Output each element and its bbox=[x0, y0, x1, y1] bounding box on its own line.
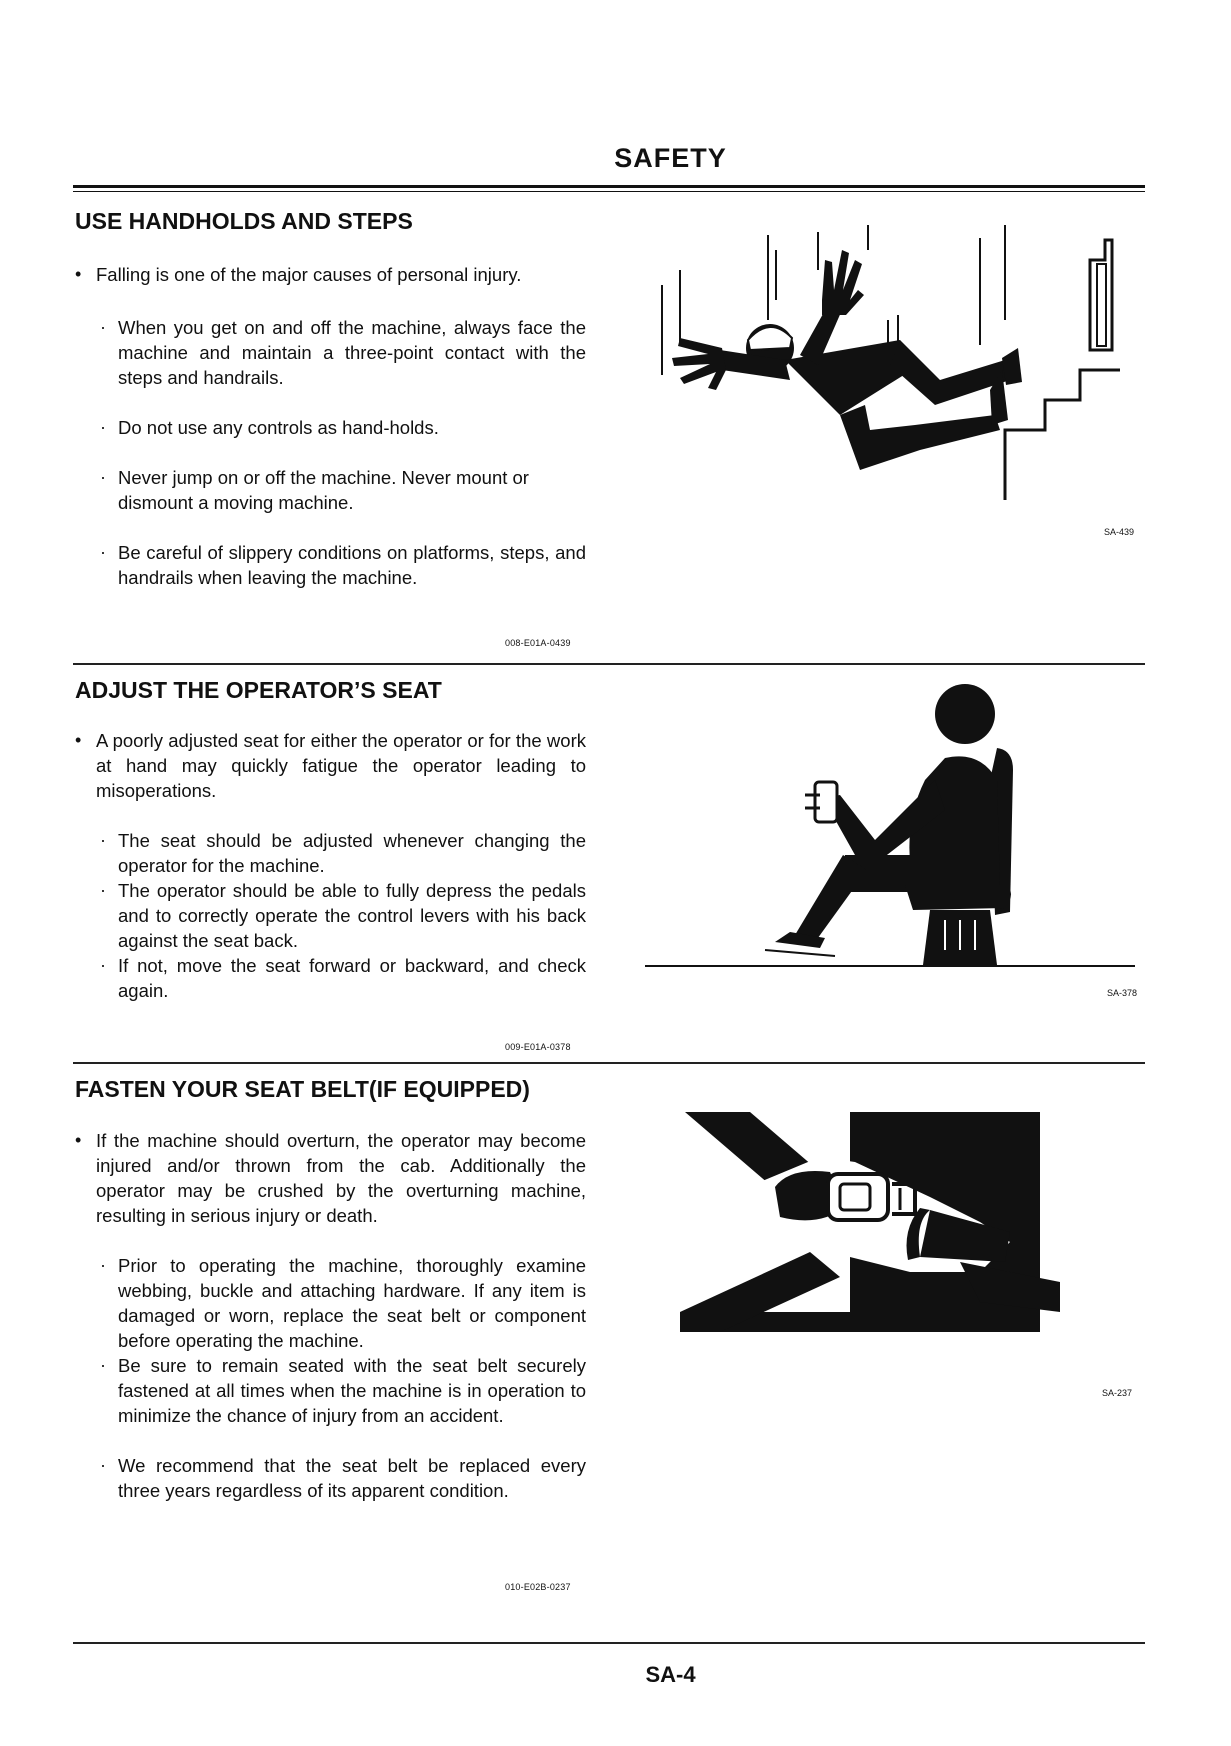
seated-operator-icon bbox=[645, 680, 1135, 970]
header-rule-thin bbox=[73, 191, 1145, 192]
sub-item-text: The seat should be adjusted whenever changing the operator for the machine. bbox=[118, 830, 586, 876]
figure-code: SA-237 bbox=[1102, 1388, 1133, 1398]
sub-item-text: The operator should be able to fully depress the pedals and to correctly operate the control levers with his back against the seat back. bbox=[118, 880, 586, 951]
sub-bullet-dot: · bbox=[100, 880, 106, 900]
section-code: 010-E02B-0237 bbox=[505, 1582, 571, 1592]
sub-item-text: Prior to operating the machine, thoroughly examine webbing, buckle and attaching hardware. If any item is damaged or worn, replace the seat belt or component before operating the machine. bbox=[118, 1255, 586, 1351]
section-heading-seat-belt: FASTEN YOUR SEAT BELT(IF EQUIPPED) bbox=[75, 1076, 530, 1102]
figure-code: SA-378 bbox=[1107, 988, 1138, 998]
sub-bullet-dot: · bbox=[100, 1355, 106, 1375]
page-number: SA-4 bbox=[645, 1662, 696, 1687]
sub-item-text: Be careful of slippery conditions on platforms, steps, and handrails when leaving the machine. bbox=[118, 542, 586, 588]
sub-bullet-dot: · bbox=[100, 1455, 106, 1475]
sub-bullet-dot: · bbox=[100, 467, 106, 487]
figure-code: SA-439 bbox=[1104, 527, 1135, 537]
sub-item-text: Be sure to remain seated with the seat belt securely fastened at all times when the machine is in operation to minimize the chance of injury from an accident. bbox=[118, 1355, 586, 1426]
seat-belt-buckle-icon bbox=[680, 1112, 1060, 1332]
section-bullet-text: Falling is one of the major causes of personal injury. bbox=[96, 264, 522, 285]
section-bullet-text: A poorly adjusted seat for either the operator or for the work at hand may quickly fatigue the operator leading to misoperations. bbox=[96, 730, 586, 801]
sub-item-text: Do not use any controls as hand-holds. bbox=[118, 417, 439, 438]
sub-bullet-dot: · bbox=[100, 542, 106, 562]
sub-bullet-dot: · bbox=[100, 1255, 106, 1275]
falling-person-icon bbox=[650, 220, 1130, 500]
section-code: 008-E01A-0439 bbox=[505, 638, 571, 648]
sub-item-text: We recommend that the seat belt be replaced every three years regardless of its apparent condition. bbox=[118, 1455, 586, 1501]
section-divider bbox=[73, 663, 1145, 665]
page-title: SAFETY bbox=[614, 143, 727, 173]
section-code: 009-E01A-0378 bbox=[505, 1042, 571, 1052]
sub-bullet-dot: · bbox=[100, 830, 106, 850]
section-heading-handholds: USE HANDHOLDS AND STEPS bbox=[75, 208, 413, 234]
section-bullet-text: If the machine should overturn, the operator may become injured and/or thrown from the cab. Additionally the operator may be crushed by the overturning machine, resulting in serious injury or death. bbox=[96, 1130, 586, 1226]
bullet-dot: • bbox=[75, 264, 82, 284]
sub-item-text: If not, move the seat forward or backward, and check again. bbox=[118, 955, 586, 1001]
bullet-dot: • bbox=[75, 1130, 82, 1150]
sub-bullet-dot: · bbox=[100, 317, 106, 337]
section-heading-seat: ADJUST THE OPERATOR’S SEAT bbox=[75, 677, 442, 703]
header-rule bbox=[73, 185, 1145, 188]
footer-rule bbox=[73, 1642, 1145, 1644]
sub-bullet-dot: · bbox=[100, 417, 106, 437]
sub-bullet-dot: · bbox=[100, 955, 106, 975]
section-divider bbox=[73, 1062, 1145, 1064]
bullet-dot: • bbox=[75, 730, 82, 750]
sub-item-text: When you get on and off the machine, always face the machine and maintain a three-point contact with the steps and handrails. bbox=[118, 317, 586, 388]
sub-item-text: Never jump on or off the machine. Never mount or dismount a moving machine. bbox=[118, 467, 529, 513]
